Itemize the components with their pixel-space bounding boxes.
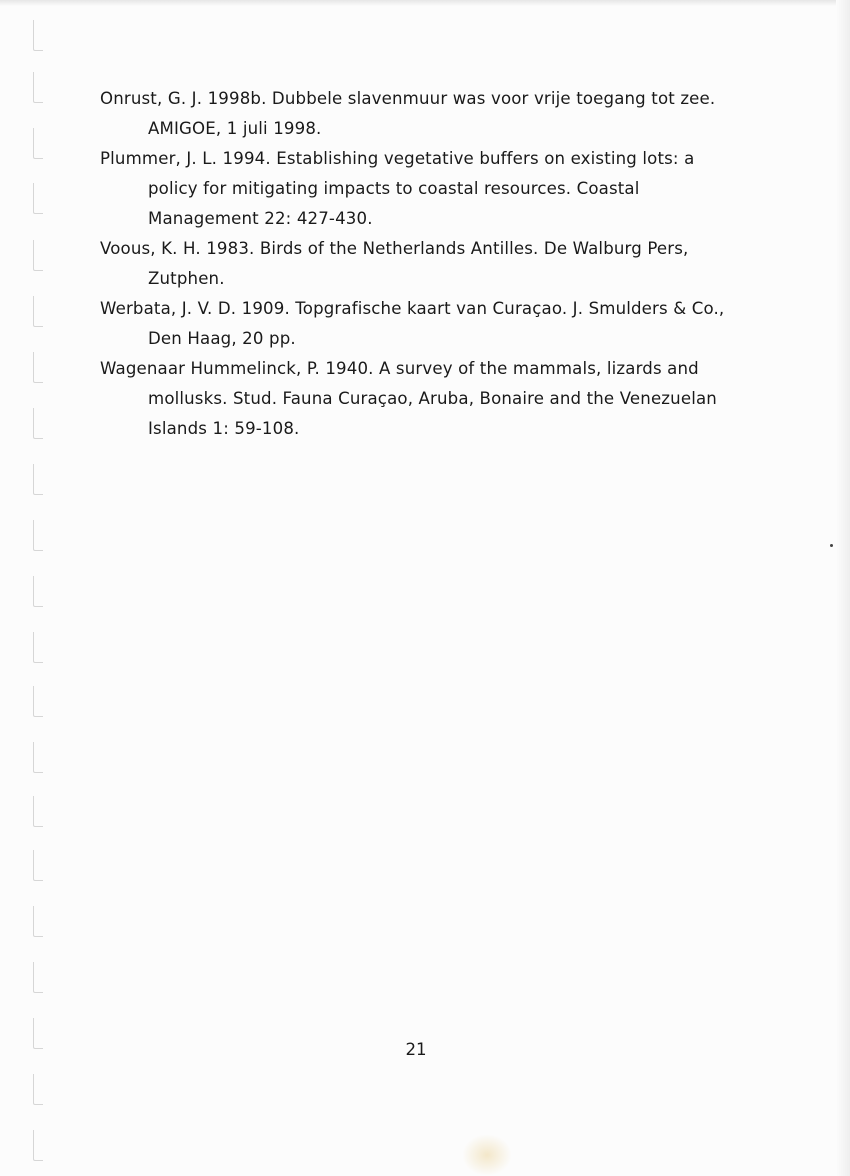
- reference-line: Werbata, J. V. D. 1909. Topgrafische kaart van Curaçao. J. Smulders & Co.,: [100, 299, 725, 318]
- binding-hole: [33, 183, 43, 214]
- binding-hole: [33, 20, 43, 51]
- binding-hole: [33, 296, 43, 327]
- reference-line: Den Haag, 20 pp.: [148, 329, 296, 348]
- reference-line: Zutphen.: [148, 269, 225, 288]
- reference-line: Voous, K. H. 1983. Birds of the Netherlands Antilles. De Walburg Pers,: [100, 239, 689, 258]
- page-right-edge: [836, 0, 850, 1176]
- binding-hole: [33, 72, 43, 103]
- reference-entry: [100, 234, 760, 294]
- paper-stain: [462, 1134, 512, 1176]
- reference-line: Wagenaar Hummelinck, P. 1940. A survey of the mammals, lizards and: [100, 359, 699, 378]
- reference-entry: [100, 294, 760, 354]
- reference-line: Islands 1: 59-108.: [148, 419, 300, 438]
- reference-entry: [100, 354, 760, 444]
- binding-hole: [33, 464, 43, 495]
- binding-hole: [33, 906, 43, 937]
- binding-hole: [33, 962, 43, 993]
- binding-hole: [33, 686, 43, 717]
- reference-entry: [100, 144, 760, 234]
- page-number: 21: [405, 1040, 427, 1059]
- page-top-edge: [0, 0, 850, 6]
- binding-hole: [33, 1130, 43, 1161]
- binding-hole: [33, 796, 43, 827]
- binding-hole: [33, 632, 43, 663]
- binding-hole: [33, 850, 43, 881]
- binding-holes: [0, 0, 60, 1176]
- binding-hole: [33, 240, 43, 271]
- binding-hole: [33, 128, 43, 159]
- ink-speck: [830, 544, 833, 547]
- reference-line: Plummer, J. L. 1994. Establishing vegetative buffers on existing lots: a: [100, 149, 695, 168]
- reference-line: policy for mitigating impacts to coastal resources. Coastal: [148, 179, 640, 198]
- binding-hole: [33, 742, 43, 773]
- binding-hole: [33, 576, 43, 607]
- reference-entry: [100, 84, 760, 144]
- reference-line: mollusks. Stud. Fauna Curaçao, Aruba, Bonaire and the Venezuelan: [148, 389, 717, 408]
- binding-hole: [33, 408, 43, 439]
- reference-line: Management 22: 427-430.: [148, 209, 373, 228]
- reference-line: Onrust, G. J. 1998b. Dubbele slavenmuur was voor vrije toegang tot zee.: [100, 89, 716, 108]
- binding-hole: [33, 1074, 43, 1105]
- binding-hole: [33, 520, 43, 551]
- binding-hole: [33, 352, 43, 383]
- reference-line: AMIGOE, 1 juli 1998.: [148, 119, 322, 138]
- reference-list: [100, 84, 760, 444]
